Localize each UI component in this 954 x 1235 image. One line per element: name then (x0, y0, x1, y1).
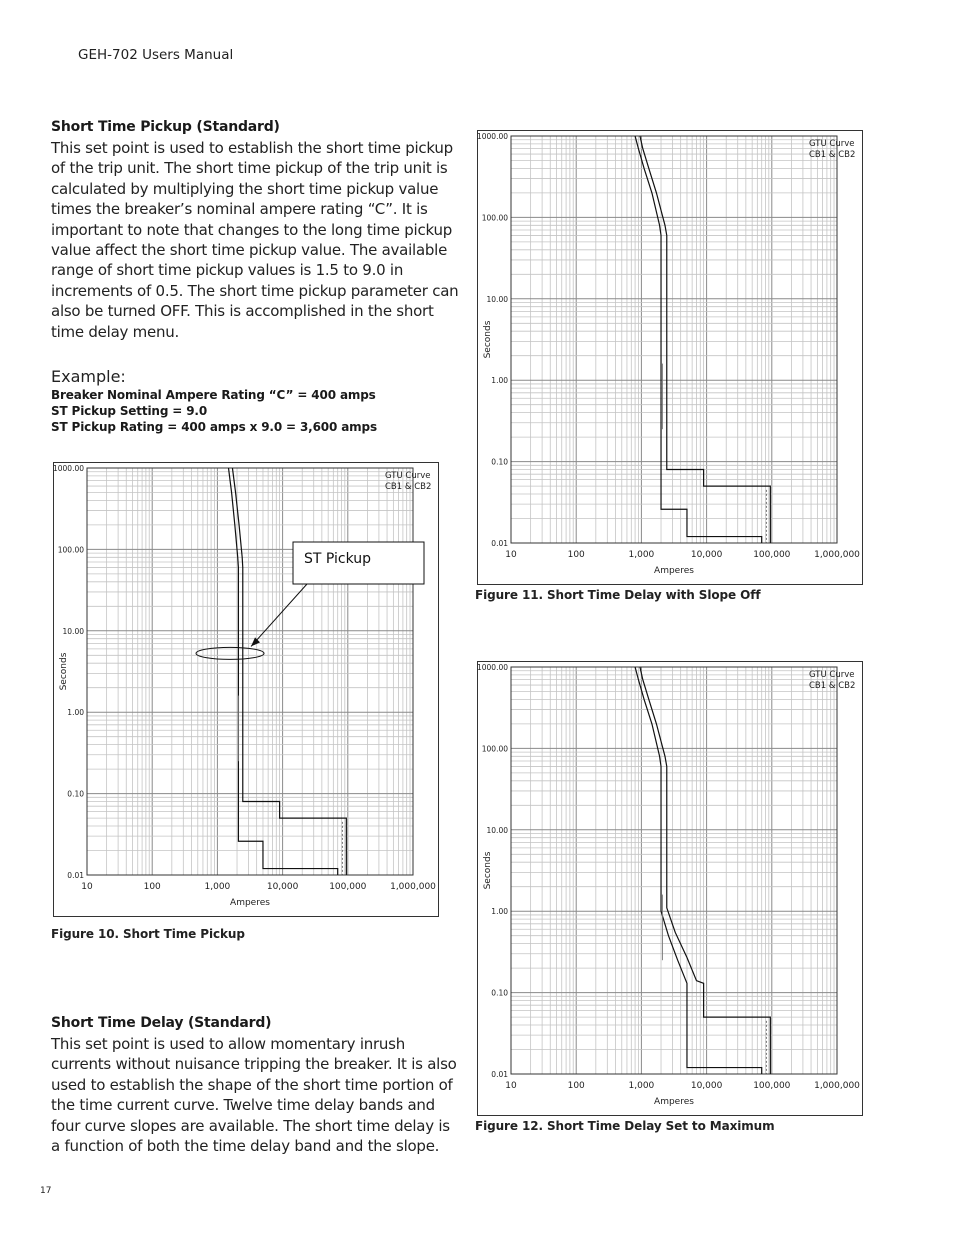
chart-frame (478, 662, 863, 1116)
x-tick-label: 100 (143, 882, 161, 892)
example-line: ST Pickup Setting = 9.0 (51, 404, 208, 418)
legend-entry: GTU Curve (809, 670, 855, 680)
body-line: increments of 0.5. The short time pickup parameter can (51, 281, 459, 300)
y-tick-label: 1000.00 (53, 464, 84, 473)
x-tick-label: 100,000 (753, 1081, 791, 1091)
x-tick-label: 1,000 (628, 550, 655, 560)
body-line: time delay menu. (51, 322, 180, 341)
x-axis-label: Amperes (654, 1097, 694, 1107)
y-tick-label: 1000.00 (477, 132, 508, 141)
annotation-label: ST Pickup (304, 551, 372, 567)
x-tick-label: 100,000 (753, 550, 791, 560)
x-axis-label: Amperes (654, 566, 694, 576)
figure-12-caption: Figure 12. Short Time Delay Set to Maximum (475, 1119, 775, 1133)
x-tick-label: 1,000 (204, 882, 231, 892)
y-tick-label: 100.00 (481, 213, 508, 223)
figure-11-caption: Figure 11. Short Time Delay with Slope Off (475, 588, 761, 602)
x-tick-label: 1,000 (628, 1081, 655, 1091)
y-tick-label: 0.10 (67, 789, 84, 799)
section-body-short-time-pickup (51, 138, 461, 342)
x-tick-label: 1,000,000 (390, 882, 436, 892)
body-line: currents without nuisance tripping the breaker. It is also (51, 1055, 457, 1074)
y-tick-label: 10.00 (486, 825, 508, 835)
x-tick-label: 10 (505, 1081, 517, 1091)
body-line: calculated by multiplying the short time pickup value (51, 179, 439, 198)
y-tick-label: 1000.00 (477, 663, 508, 672)
body-line: of the trip unit. The short time pickup of the trip unit is (51, 159, 448, 178)
example-line: ST Pickup Rating = 400 amps x 9.0 = 3,600 amps (51, 420, 377, 434)
example-line: Breaker Nominal Ampere Rating “C” = 400 amps (51, 388, 376, 402)
legend-entry: CB1 & CB2 (385, 482, 432, 492)
y-tick-label: 0.01 (491, 539, 508, 548)
y-tick-label: 1.00 (67, 708, 84, 718)
x-tick-label: 10 (81, 882, 93, 892)
y-tick-label: 10.00 (486, 294, 508, 304)
body-line: value affect the short time pickup value. The available (51, 241, 448, 260)
chart-svg (477, 661, 863, 1116)
legend-entry: CB1 & CB2 (809, 681, 856, 691)
body-line: This set point is used to allow momentary inrush (51, 1035, 405, 1053)
y-tick-label: 100.00 (481, 744, 508, 754)
figure-11-chart (477, 130, 863, 585)
y-axis-label: Seconds (59, 652, 69, 691)
x-tick-label: 10,000 (690, 550, 723, 560)
x-tick-label: 10,000 (690, 1081, 723, 1091)
y-axis-label: Seconds (483, 320, 493, 359)
y-tick-label: 0.10 (491, 988, 508, 998)
body-line: used to establish the shape of the short time portion of (51, 1075, 453, 1094)
figure-10-caption: Figure 10. Short Time Pickup (51, 927, 245, 941)
y-tick-label: 10.00 (62, 626, 84, 636)
y-axis-label: Seconds (483, 851, 493, 890)
body-line: the time current curve. Twelve time delay bands and (51, 1096, 435, 1115)
chart-frame (54, 463, 439, 917)
y-tick-label: 100.00 (57, 545, 84, 555)
running-header: GEH-702 Users Manual (78, 47, 234, 63)
figure-12-chart (477, 661, 863, 1116)
example-body (51, 387, 377, 435)
section-title-short-time-delay: Short Time Delay (Standard) (51, 1015, 272, 1031)
body-line: times the breaker’s nominal ampere rating “C”. It is (51, 200, 428, 219)
body-line: four curve slopes are available. The short time delay is (51, 1116, 450, 1135)
x-tick-label: 100,000 (329, 882, 367, 892)
body-line: This set point is used to establish the short time pickup (51, 139, 453, 157)
page-number: 17 (40, 1186, 52, 1196)
legend-entry: GTU Curve (385, 471, 431, 481)
chart-svg (477, 130, 863, 585)
x-axis-label: Amperes (230, 898, 270, 908)
y-tick-label: 0.01 (67, 871, 84, 880)
y-tick-label: 1.00 (491, 907, 508, 917)
section-title-short-time-pickup: Short Time Pickup (Standard) (51, 119, 280, 135)
x-tick-label: 100 (567, 1081, 585, 1091)
body-line: also be turned OFF. This is accomplished in the short (51, 302, 434, 321)
chart-svg (53, 462, 439, 917)
chart-frame (478, 131, 863, 585)
figure-10-chart (53, 462, 439, 917)
example-title: Example: (51, 367, 126, 386)
section-body-short-time-delay (51, 1034, 461, 1156)
x-tick-label: 10 (505, 550, 517, 560)
y-tick-label: 0.01 (491, 1070, 508, 1079)
y-tick-label: 0.10 (491, 457, 508, 467)
x-tick-label: 1,000,000 (814, 550, 860, 560)
legend-entry: CB1 & CB2 (809, 150, 856, 160)
body-line: a function of both the time delay band and the slope. (51, 1137, 440, 1156)
body-line: range of short time pickup values is 1.5 to 9.0 in (51, 261, 404, 280)
x-tick-label: 1,000,000 (814, 1081, 860, 1091)
body-line: important to note that changes to the long time pickup (51, 220, 452, 239)
x-tick-label: 100 (567, 550, 585, 560)
x-tick-label: 10,000 (266, 882, 299, 892)
y-tick-label: 1.00 (491, 376, 508, 386)
legend-entry: GTU Curve (809, 139, 855, 149)
